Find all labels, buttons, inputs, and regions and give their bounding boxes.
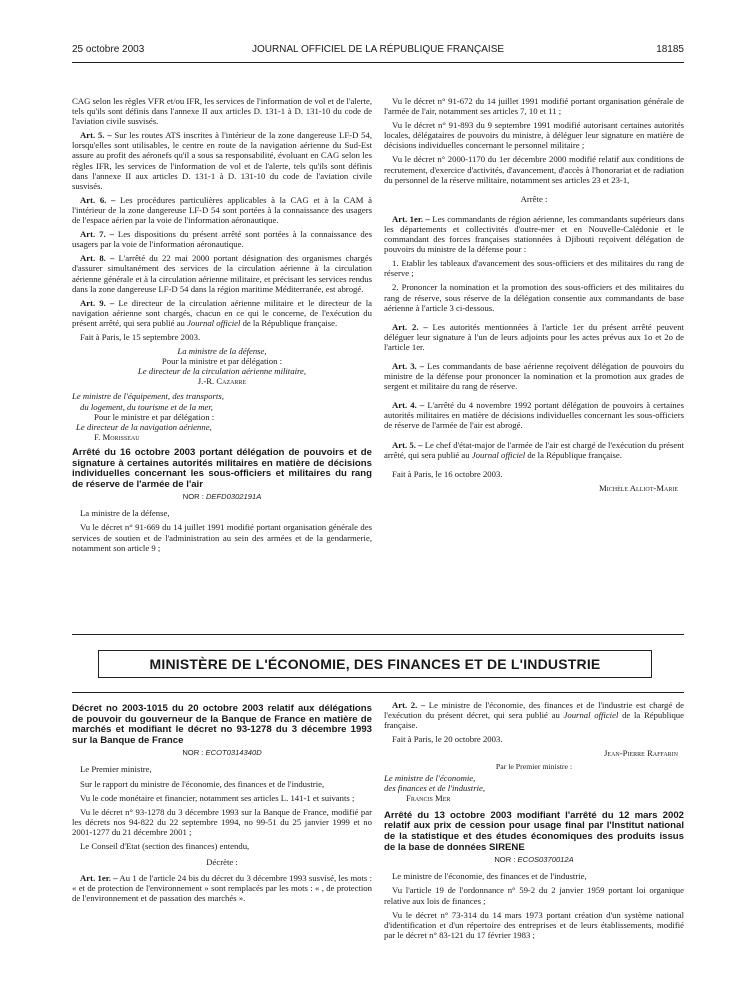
- paragraph: Le ministre de l'économie, des finances et de l'industrie,: [392, 871, 587, 882]
- section-rule: [72, 634, 684, 635]
- article-1: Art. 1er. – Au 1 de l'article 24 bis du décret du 3 décembre 1993 susvisé, les mots : « et de protection de l'environnement » sont remplacés par les mots : « , de protection de l'environnement et de passation des marchés ».: [72, 873, 372, 904]
- paragraph: Vu le décret n° 93-1278 du 3 décembre 1993 sur la Banque de France, modifié par les décrets nos 94-822 du 22 septembre 1994, no 99-51 du 25 janvier 1999 et no 2001-1277 du 21 décembre 2001 ;: [72, 806, 372, 837]
- header-date: 25 octobre 2003: [72, 44, 145, 55]
- article-3: Art. 3. – Les commandants de base aérienne reçoivent délégation de pouvoirs du ministre de la défense pour prononcer la nomination et la promotion aux grades de sergent et militaire du rang de réserve.: [384, 360, 684, 392]
- list-item: 2. Prononcer la nomination et la promotion des sous-officiers et des militaires du rang de réserve, sous réserve de la délégation consentie aux commandants de base aérienne à l'article 3 ci-dessous.: [384, 282, 684, 313]
- signature-line: La ministre de la défense,: [177, 346, 267, 357]
- article-2: Art. 2. – Le ministre de l'économie, des finances et de l'industrie est chargé de l'exécution du présent décret, qui sera publié au Journal officiel de la République française.: [384, 700, 684, 731]
- header-rule: [72, 62, 684, 63]
- paragraph: CAG selon les règles VFR et/ou IFR, les services de l'information de vol et de l'alerte, tels qu'ils sont définis dans l'annexe II aux articles D. 131-1 à D. 131-10 du code de l'aviation civile susvisés.: [72, 96, 372, 127]
- paragraph: Le Premier ministre,: [80, 764, 152, 775]
- signature-line: du logement, du tourisme et de la mer,: [80, 401, 213, 412]
- right-column-top: [384, 96, 684, 497]
- paragraph: Vu le code monétaire et financier, notamment ses articles L. 141-1 et suivants ;: [80, 792, 355, 803]
- paragraph: La ministre de la défense,: [80, 508, 170, 519]
- article-5: Art. 5. – Le chef d'état-major de l'armée de l'air est chargé de l'exécution du présent arrêté, qui sera publié au Journal officiel de la République française.: [384, 439, 684, 460]
- fait-a-paris: Fait à Paris, le 20 octobre 2003.: [392, 734, 503, 745]
- decree-title: Arrêté du 13 octobre 2003 modifiant l'arrêté du 12 mars 2002 relatif aux prix de cession pour usage final par l'Institut national de la statistique et des études économiques des produits issus de la base de données SIRENE: [384, 809, 684, 853]
- header-page-number: 18185: [656, 44, 684, 55]
- signature-line: Le ministre de l'économie,: [384, 772, 476, 783]
- paragraph: Sur le rapport du ministre de l'économie, des finances et de l'industrie,: [80, 778, 325, 789]
- paragraph: Le Conseil d'Etat (section des finances) entendu,: [80, 841, 250, 852]
- article-9: Art. 9. – Le directeur de la circulation aérienne militaire et le directeur de la navigation aérienne sont chargés, chacun en ce qui le concerne, de l'exécution du présent arrêté, qui sera publié au Journal officiel de la République française.: [72, 297, 373, 328]
- signature-line: Le directeur de la circulation aérienne militaire,: [137, 366, 307, 377]
- header-journal-title: JOURNAL OFFICIEL DE LA RÉPUBLIQUE FRANÇAISE: [251, 44, 505, 55]
- article-1: Art. 1er. – Les commandants de région aérienne, les commandants supérieurs dans les départements et collectivités d'outre-mer et en Nouvelle-Calédonie et le commandant des forces françaises stationnées à Djibouti reçoivent délégation de pouvoirs du ministre de la défense pour :: [384, 213, 685, 255]
- fait-a-paris: Fait à Paris, le 16 octobre 2003.: [392, 468, 503, 479]
- signature-line: Le ministre de l'équipement, des transports,: [72, 391, 224, 402]
- article-7: Art. 7. – Les dispositions du présent arrêté sont portées à la connaissance des usagers par la voie de l'information aéronautique.: [72, 229, 372, 250]
- signature-name: J.-R. Cazarre: [197, 376, 247, 387]
- article-2: Art. 2. – Les autorités mentionnées à l'article 1er du présent arrêté peuvent déléguer leur signature à l'un de leurs adjoints pour les actes prévus aux 1o et 2o de l'article 1er.: [384, 321, 684, 352]
- signature-name: Francis Mer: [406, 792, 451, 803]
- left-column-top: [72, 96, 372, 557]
- nor-reference: NOR : ECOS0370012A: [494, 855, 574, 865]
- paragraph: Vu le décret n° 91-893 du 9 septembre 1991 modifié autorisant certaines autorités locales, délégataires de pouvoirs du ministre, à déléguer leur signature en matière de décisions individuelles concernant le personnel militaire ;: [384, 120, 684, 151]
- list-item: 1. Etablir les tableaux d'avancement des sous-officiers et des militaires du rang de réserve ;: [384, 258, 684, 279]
- paragraph: Vu le décret n° 2000-1170 du 1er décembre 2000 modifié relatif aux conditions de recrutement, d'exercice d'activités, d'avancement, d'accès à l'honorariat et de radiation du personnel de la réserve militaire, notamment ses articles 23 et 23-1,: [384, 154, 684, 185]
- signature-line: Par le Premier ministre :: [495, 762, 573, 772]
- signature-line: Pour la ministre et par délégation :: [161, 356, 283, 367]
- paragraph: Vu l'article 19 de l'ordonnance n° 59-2 du 2 janvier 1959 portant loi organique relative aux lois de finances ;: [384, 885, 684, 906]
- decrete-heading: Décrète :: [206, 857, 238, 868]
- right-column-bottom: [384, 700, 684, 944]
- fait-a-paris: Fait à Paris, le 15 septembre 2003.: [80, 331, 201, 342]
- nor-reference: NOR : DEFD0302191A: [182, 492, 262, 502]
- signature-line: des finances et de l'industrie,: [384, 782, 486, 793]
- section-rule: [72, 692, 684, 693]
- decree-title: Décret no 2003-1015 du 20 octobre 2003 relatif aux délégations de pouvoir du gouverneur de la Banque de France en matière de marchés et modifiant le décret no 93-1278 du 3 décembre 1993 sur la Banque de France: [72, 703, 372, 746]
- article-4: Art. 4. – L'arrêté du 4 novembre 1992 portant délégation de pouvoirs à certaines autorités militaires en matière de décisions individuelles concernant les sous-officiers de réserve de l'armée de l'air est abrogé.: [384, 400, 685, 431]
- page-header: [72, 44, 684, 58]
- left-column-bottom: [72, 700, 372, 908]
- signature-name: Jean-Pierre Raffarin: [604, 748, 678, 759]
- paragraph: Vu le décret n° 91-672 du 14 juillet 1991 modifié portant organisation générale de l'armée de l'air, notamment ses articles 7, 10 et 11 ;: [384, 96, 684, 117]
- signature-line: Le directeur de la navigation aérienne,: [76, 421, 212, 432]
- signature-line: Pour le ministre et par délégation :: [94, 411, 215, 422]
- decree-title: Arrêté du 16 octobre 2003 portant délégation de pouvoirs et de signature à certaines autorités militaires en matière de décisions individuelles concernant les sous-officiers et militaires du rang de réserve de l'armée de l'air: [72, 446, 372, 490]
- signature-name: Michèle Alliot-Marie: [599, 482, 678, 493]
- article-6: Art. 6. – Les procédures particulières applicables à la CAG et à la CAM à l'intérieur de la zone dangereuse LF-D 54 sont portées à la connaissance des usagers de l'espace aérien par la voie de l'information aéronautique.: [72, 194, 372, 226]
- signature-name: F. Morisseau: [94, 431, 140, 442]
- paragraph: Vu le décret n° 91-669 du 14 juillet 1991 modifié portant organisation générale des services de soutien et de l'administration au sein des armées et de la gendarmerie, notamment son article 9 ;: [72, 522, 372, 553]
- article-5: Art. 5. – Sur les routes ATS inscrites à l'intérieur de la zone dangereuse LF-D 54, lorsqu'elles sont utilisables, le centre en route de la navigation aérienne du Sud-Est assure au profit des aéronefs qu'il a sous sa responsabilité, évoluant en CAG selon les règles IFR, les services de l'information de vol et de l'alerte, tels qu'ils sont définis dans l'annexe II aux articles D. 131-1 à D. 131-10 du code de l'aviation civile susvisés.: [72, 130, 372, 191]
- paragraph: Vu le décret n° 73-314 du 14 mars 1973 portant création d'un système national d'identification et d'un répertoire des entreprises et de leurs établissements, modifié par le décret n° 83-121 du 17 février 1983 ;: [384, 909, 684, 940]
- article-8: Art. 8. – L'arrêté du 22 mai 2000 portant désignation des organismes chargés d'assurer simultanément des services de la circulation aérienne à la circulation aérienne générale et à la circulation aérienne militaire, et précisant les services rendus dans la zone dangereuse LF-D 54 dans la région maritime Méditerranée, est abrogé.: [72, 253, 372, 294]
- nor-reference: NOR : ECOT0314340D: [182, 748, 262, 758]
- arrete-heading: Arrête :: [520, 193, 548, 204]
- ministry-heading: MINISTÈRE DE L'ÉCONOMIE, DES FINANCES ET DE L'INDUSTRIE: [98, 650, 652, 678]
